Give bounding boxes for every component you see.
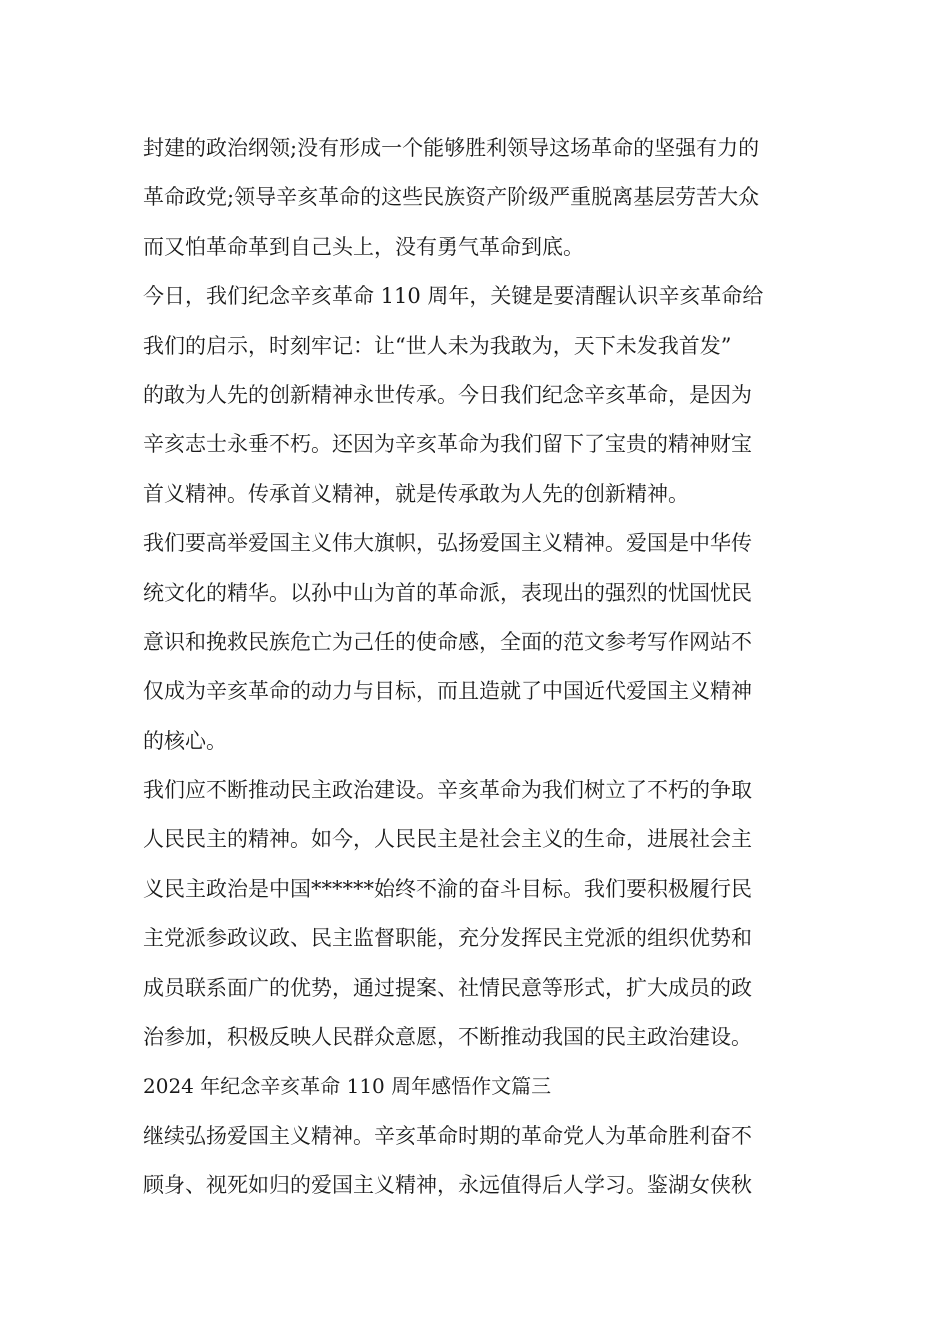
- text-line: 而又怕革命革到自己头上，没有勇气革命到底。: [143, 234, 584, 259]
- text-line: 我们的启示，时刻牢记：让“世人未为我敢为，天下未发我首发”: [143, 333, 732, 358]
- text-line: 的核心。: [143, 728, 227, 753]
- text-line: 我们要高举爱国主义伟大旗帜，弘扬爱国主义精神。爱国是中华传: [143, 531, 752, 556]
- text-line: 辛亥志士永垂不朽。还因为辛亥革命为我们留下了宝贵的精神财宝: [143, 432, 752, 457]
- text-line: 顾身、视死如归的爱国主义精神，永远值得后人学习。鉴湖女侠秋: [143, 1173, 752, 1198]
- text-line: 封建的政治纲领;没有形成一个能够胜利领导这场革命的坚强有力的: [143, 136, 760, 160]
- text-line: 成员联系面广的优势，通过提案、社情民意等形式，扩大成员的政: [143, 975, 752, 1000]
- text-line: 治参加，积极反映人民群众意愿，不断推动我国的民主政治建设。: [143, 1025, 752, 1050]
- text-line: 我们应不断推动民主政治建设。辛亥革命为我们树立了不朽的争取: [143, 778, 752, 803]
- text-line: 首义精神。传承首义精神，就是传承敢为人先的创新精神。: [143, 481, 689, 506]
- text-line: 人民民主的精神。如今，人民民主是社会主义的生命，进展社会主: [143, 827, 752, 852]
- text-line: 主党派参政议政、民主监督职能，充分发挥民主党派的组织优势和: [143, 926, 752, 951]
- text-line: 仅成为辛亥革命的动力与目标，而且造就了中国近代爱国主义精神: [143, 679, 752, 704]
- text-line: 的敢为人先的创新精神永世传承。今日我们纪念辛亥革命，是因为: [143, 382, 752, 407]
- text-line: 意识和挽救民族危亡为己任的使命感，全面的范文参考写作网站不: [143, 629, 752, 654]
- section-heading: 2024 年纪念辛亥革命 110 周年感悟作文篇三: [143, 1074, 552, 1099]
- text-line: 统文化的精华。以孙中山为首的革命派，表现出的强烈的忧国忧民: [143, 580, 752, 605]
- text-line: 义民主政治是中国******始终不渝的奋斗目标。我们要积极履行民: [143, 876, 752, 901]
- document-body: [143, 124, 813, 1211]
- text-line: 革命政党;领导辛亥革命的这些民族资产阶级严重脱离基层劳苦大众: [143, 185, 760, 210]
- text-line: 今日，我们纪念辛亥革命 110 周年，关键是要清醒认识辛亥革命给: [143, 284, 764, 309]
- text-line: 继续弘扬爱国主义精神。辛亥革命时期的革命党人为革命胜利奋不: [143, 1123, 752, 1148]
